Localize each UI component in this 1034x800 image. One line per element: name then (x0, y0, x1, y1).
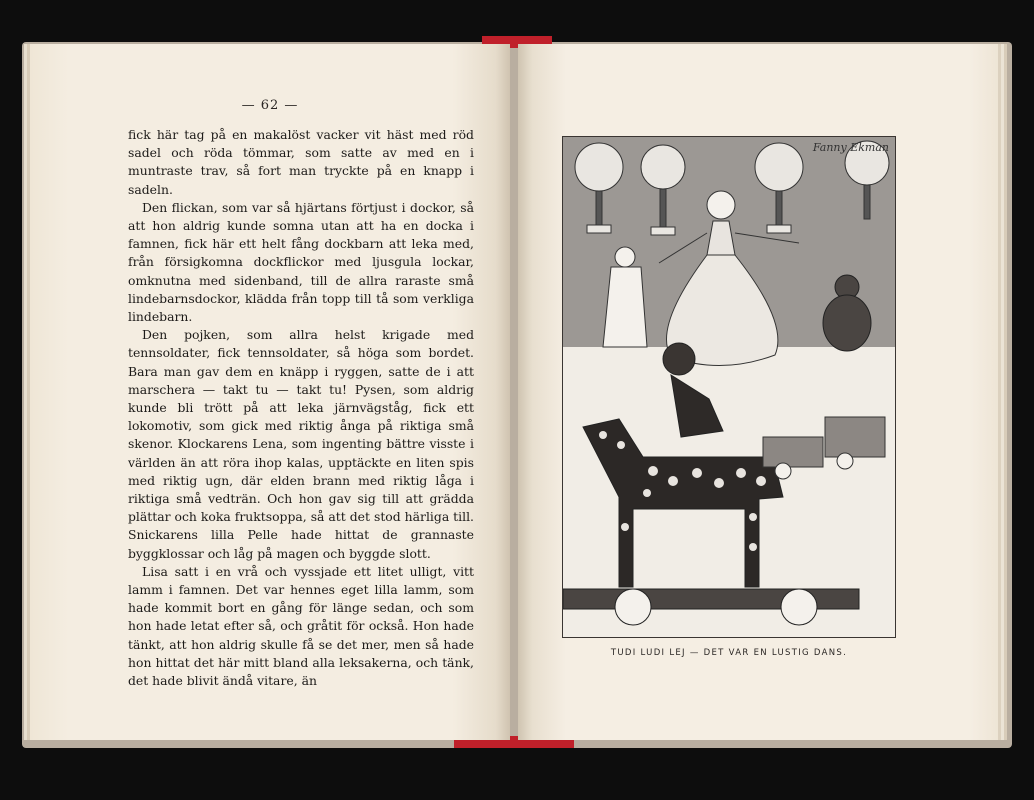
illustration-drawing (563, 137, 895, 637)
paragraph: Lisa satt i en vrå och vyssjade ett litet ulligt, vitt lamm i famnen. Det var hennes eget lilla lamm, som hade kommit bort en gång för länge sedan, och som hon hade letat efter så, och gråtit för också. Hon hade tänkt, att hon aldrig skulle få se det mer, men så hade hon hittat det här mitt bland alla leksakerna, och tänk, det hade blivit ändå vitare, än (128, 563, 474, 689)
open-book (22, 36, 1012, 748)
illustration (562, 136, 896, 638)
page-text (128, 126, 474, 690)
right-page (518, 44, 998, 740)
illustration-caption: TUDI LUDI LEJ — DET VAR EN LUSTIG DANS. (610, 648, 848, 658)
paragraph: Den pojken, som allra helst krigade med tennsoldater, fick tennsoldater, så höga som bordet. Bara man gav dem en knäpp i ryggen, satte de i att marschera — takt tu — takt tu! Pysen, som aldrig kunde bli trött på att leka järnvägståg, fick ett lokomotiv, som gick med riktig ånga på riktiga små skenor. Klockarens Lena, som ingenting bättre visste i världen än att röra ihop kalas, upptäckte en liten spis med riktig ugn, där elden brann med riktig låga i riktiga små vedträn. Och hon gav sig till att grädda plättar och koka fruktsoppa, så att det stod härliga till. Snickarens lilla Pelle hade hittat de grannaste byggklossar och låg på magen och byggde slott. (128, 327, 474, 561)
artist-signature: Fanny Ekman (812, 141, 889, 154)
left-page (30, 44, 510, 740)
paragraph: Den flickan, som var så hjärtans förtjust i dockor, så att hon aldrig kunde somna utan att ha en docka i famnen, fick här ett helt fång dockbarn att leka med, från försigkomna dockflickor med ljusgula lockar, omknutna med sidenband, till de allra raraste små lindebarnsdockor, klädda från topp till tå som verkliga lindebarn. (128, 199, 474, 325)
paragraph: fick här tag på en makalöst vacker vit häst med röd sadel och röda tömmar, som satte av med en i muntraste trav, så fort man tryckte på en knapp i sadeln. (128, 127, 474, 197)
page-number: — 62 — (241, 98, 299, 113)
